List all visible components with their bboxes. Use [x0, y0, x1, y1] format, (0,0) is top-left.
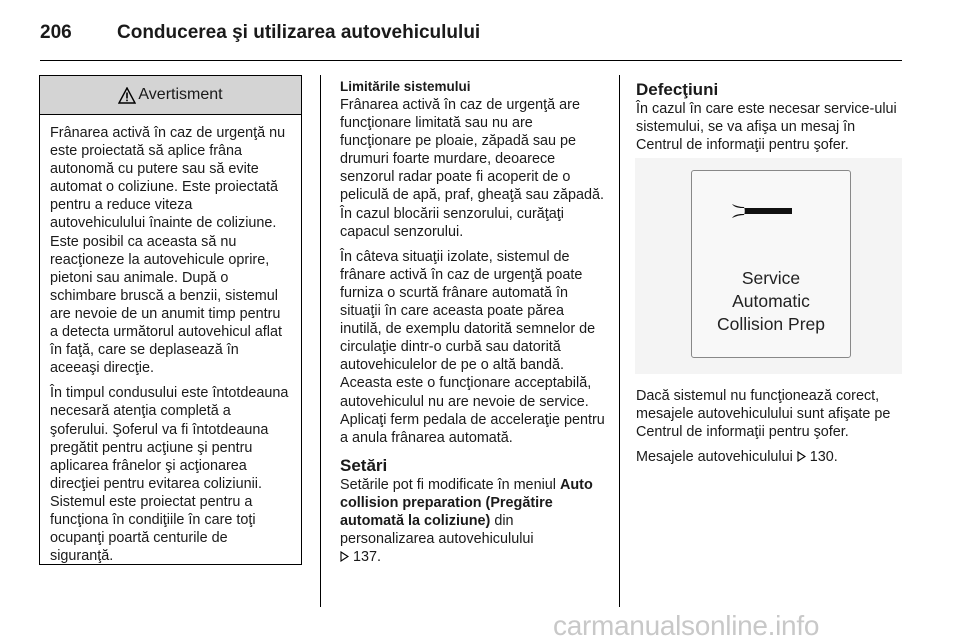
- dic-message-line: Collision Prep: [717, 314, 825, 334]
- warning-paragraph: Frânarea activă în caz de urgenţă nu este proiectată să aplice frâna autonomă cu putere sau să evite automat o coliziune. Este proiectată pentru a reduce viteza autovehiculului înainte de coliziune. Este posibil ca aceasta să nu reacţioneze la autovehicule oprire, pietoni sau animale. După o schimbare bruscă a benzii, sistemul are nevoie de un anumit timp pentru a detecta următorul autovehicul aflat în faţă, care se deplasează în aceeaşi direcţie.: [50, 125, 286, 377]
- isolated-situations-text: În câteva situaţii izolate, sistemul de frânare activă în caz de urgenţă poate furniza o scurtă frânare automată în situaţii în care aceasta poate părea inutilă, de exemplu datorită semnelor de circulaţie dintr-o curbă sau datorită autovehiculelor de pe o altă bandă. Aceasta este o funcţionare acceptabilă, autovehiculul nu are nevoie de service. Aplicaţi ferm pedala de acceleraţie pentru a anula frânarea automată.: [340, 248, 605, 446]
- messages-ref-text: [636, 448, 904, 466]
- header-rule: [40, 60, 902, 61]
- settings-text: [340, 476, 605, 566]
- dic-message-line: Service: [741, 268, 801, 288]
- page-number: 206: [40, 22, 72, 43]
- wrench-icon: [730, 199, 794, 223]
- chapter-title: Conducerea şi utilizarea autovehiculului: [117, 22, 481, 43]
- limits-text: Frânarea activă în caz de urgenţă are funcţionare limitată sau nu are funcţionare pe ploaie, zăpadă sau pe drumuri foarte murdare, deoarece senzorul radar poate fi acoperit de o peliculă de apă, praf, gheaţă sau zăpadă. În cazul blocării senzorului, curăţaţi capacul senzorului.: [340, 97, 605, 240]
- page-header: [40, 18, 902, 48]
- settings-page-ref[interactable]: 137.: [353, 549, 382, 566]
- limits-heading: Limitările sistemului: [340, 79, 471, 94]
- dic-display-panel: [691, 170, 851, 358]
- settings-menu-name: Auto collision preparation (Pregătire automată la coliziune): [340, 476, 593, 529]
- page-ref-arrow-icon: [797, 451, 806, 462]
- settings-heading: Setări: [340, 455, 388, 475]
- faults-text: În cazul în care este necesar service-ului sistemului, se va afişa un mesaj în Centrul de informaţii pentru şofer.: [636, 101, 897, 154]
- column-divider: [619, 75, 620, 607]
- messages-page-ref[interactable]: 130.: [809, 449, 838, 466]
- warning-body: [40, 115, 301, 565]
- dic-message-text: [692, 267, 850, 336]
- warning-triangle-icon: [118, 87, 136, 104]
- warning-box: [39, 75, 302, 565]
- warning-paragraph: În timpul condusului este întotdeauna necesară atenţia completă a şoferului. Şoferul va fi întotdeauna pregătit pentru acţiune şi pentru aplicarea frânelor şi acţionarea direcţiei pentru evitarea coliziunii. Sistemul este proiectat pentru a funcţiona în condiţiile în care toţi ocupanţi poartă centurile de siguranţă.: [50, 385, 289, 565]
- dic-message-line: Automatic: [732, 291, 810, 311]
- middle-column: [340, 78, 605, 566]
- warning-title: Avertisment: [138, 86, 223, 103]
- page-ref-arrow-icon: [340, 551, 349, 562]
- settings-text-before: Setările pot fi modificate în meniul: [340, 476, 556, 493]
- dic-message-figure: [635, 158, 902, 374]
- column-divider: [320, 75, 321, 607]
- settings-text-after: din personalizarea autovehiculului: [340, 512, 534, 548]
- right-column: [636, 80, 904, 161]
- messages-text: Mesajele autovehiculului: [636, 449, 793, 466]
- warning-header: [40, 76, 301, 115]
- faults-heading: Defecţiuni: [636, 80, 719, 99]
- after-figure-text: Dacă sistemul nu funcţionează corect, mesajele autovehiculului sunt afişate pe Centrul de informaţii pentru şofer.: [636, 388, 891, 441]
- right-column-lower: [636, 387, 904, 473]
- watermark: carmanualsonline.info: [553, 610, 820, 641]
